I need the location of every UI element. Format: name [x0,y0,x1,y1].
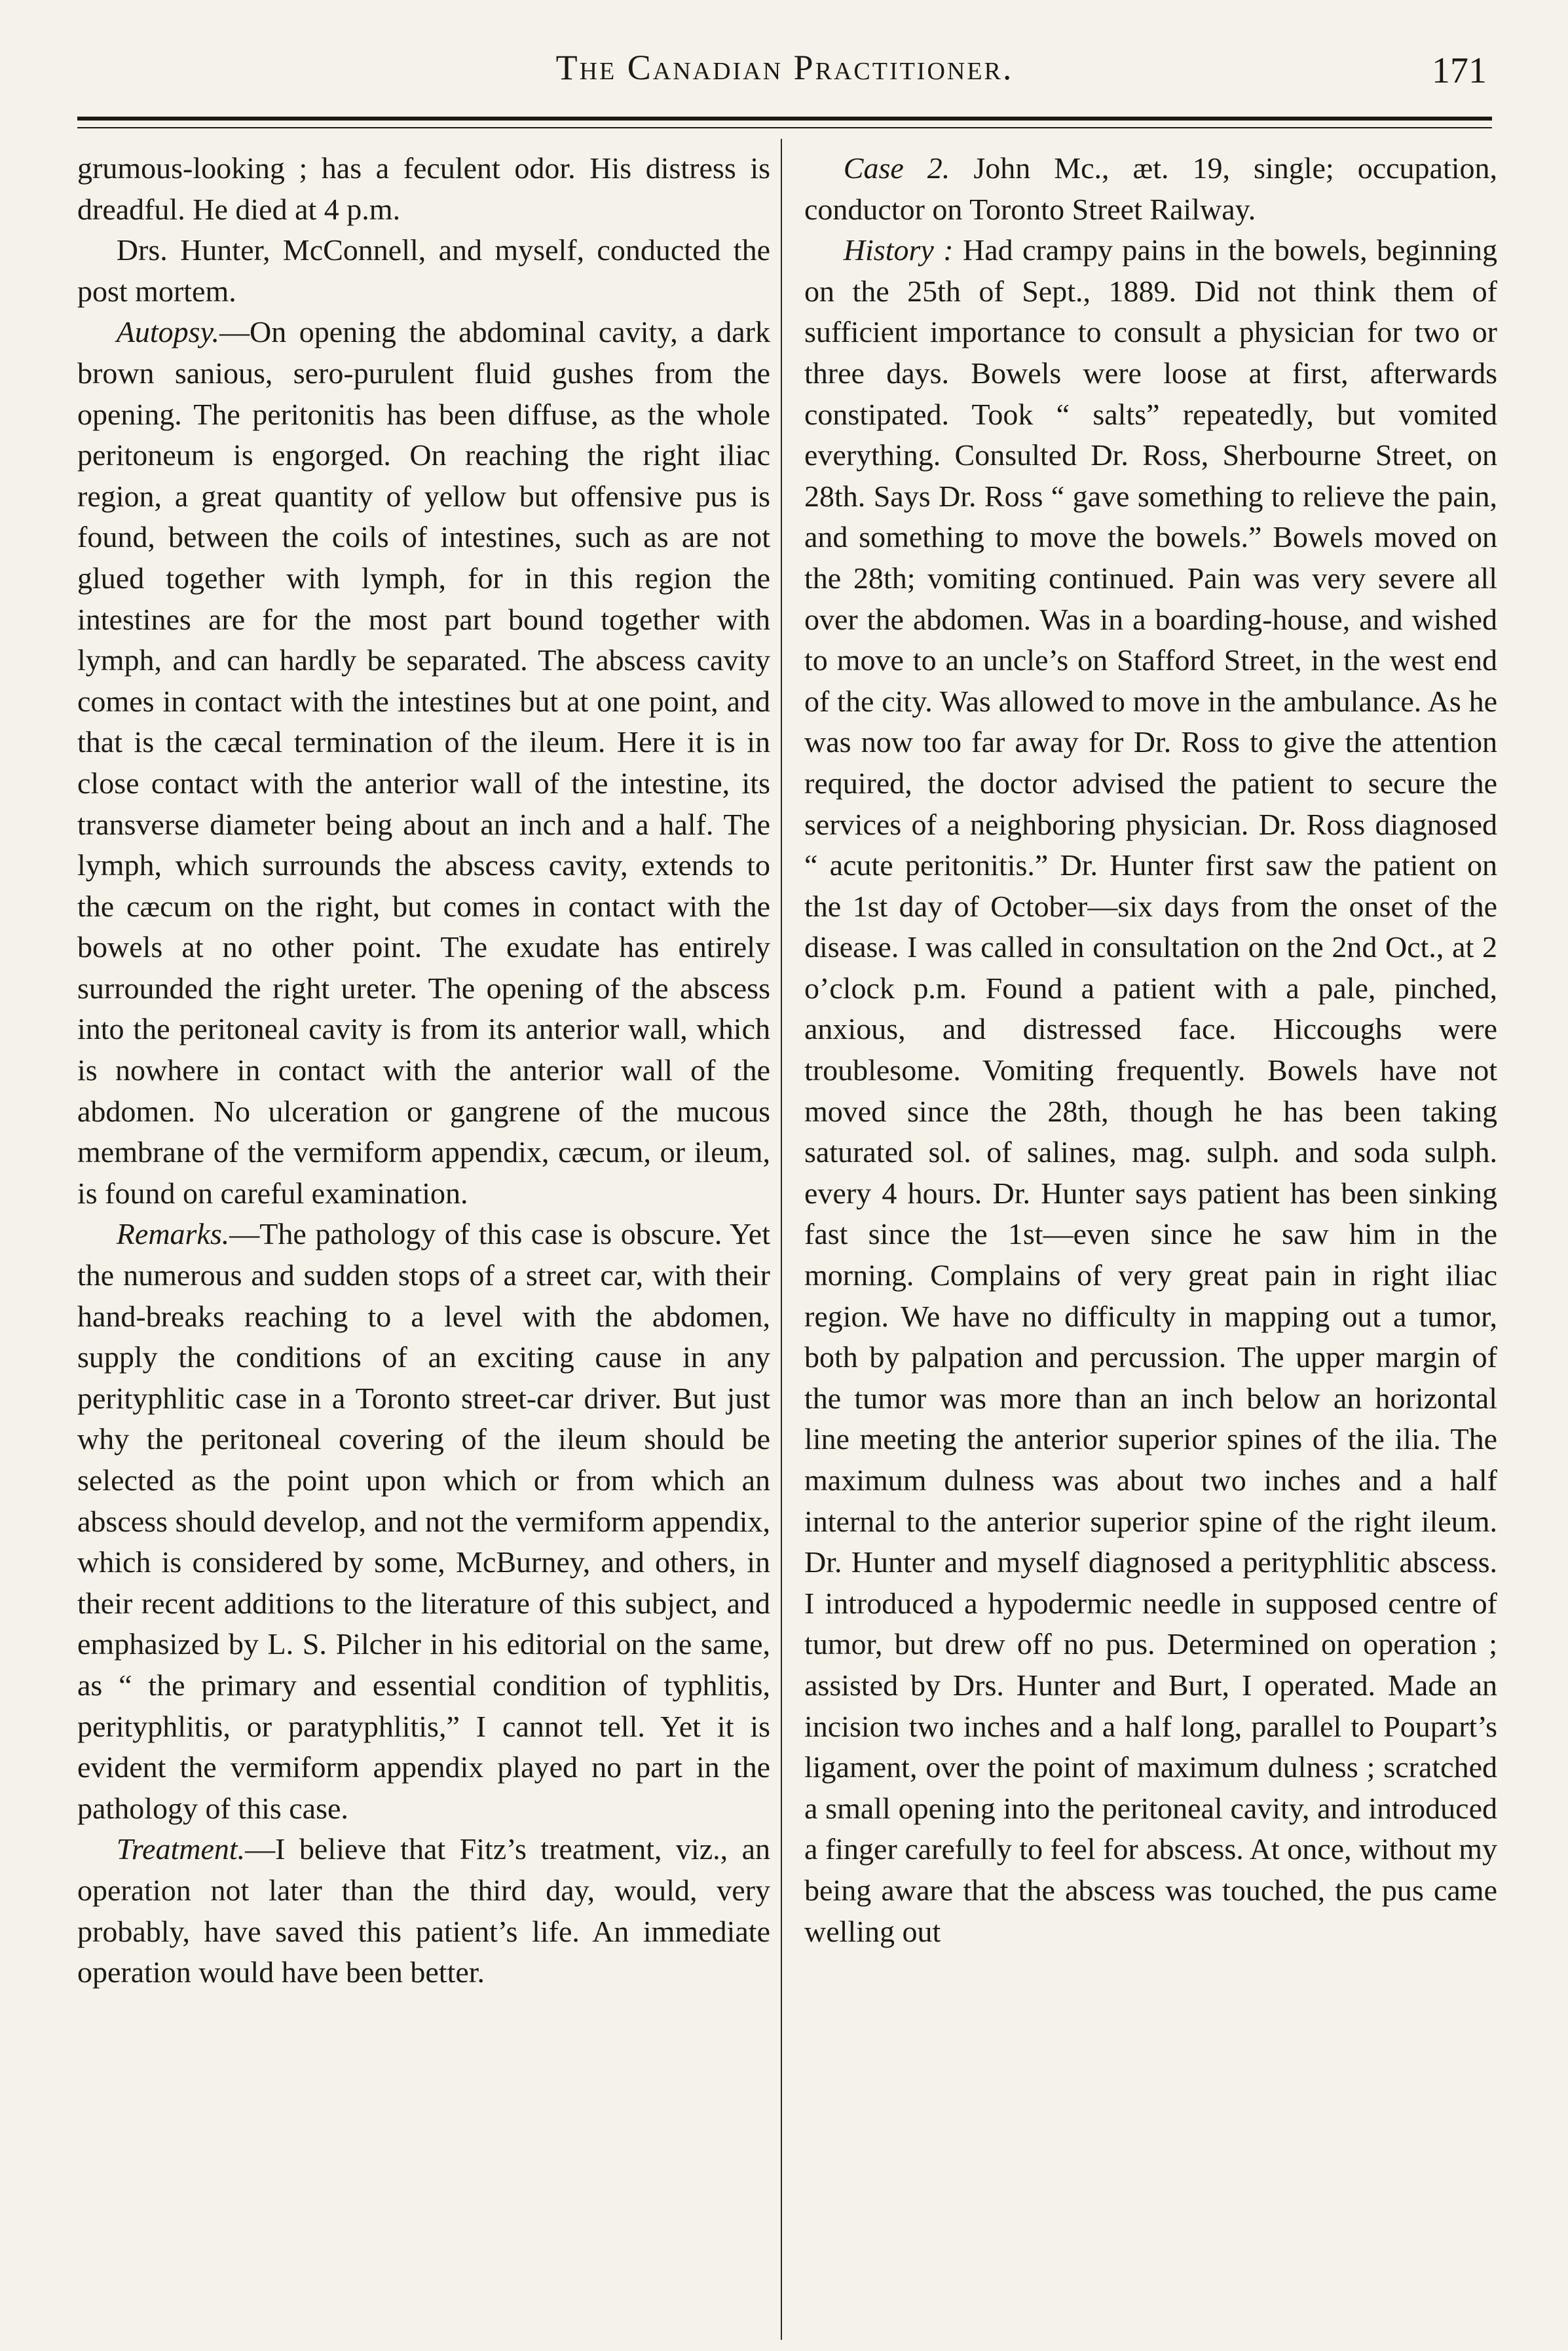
paragraph [804,230,1497,1952]
paragraph-text: —The pathology of this case is obscure. Yet the numerous and sudden stops of a street car, with their hand-breaks reaching to a level with the abdomen, supply the conditions of an exciting cause in any perityphlitic case in a Toronto street-car driver. But just why the peritoneal covering of the ileum should be selected as the point upon which or from which an abscess should develop, and not the vermiform appendix, which is considered by some, McBurney, and others, in their recent additions to the literature of this subject, and emphasized by L. S. Pilcher in his editorial on the same, as “ the primary and essential condition of typhlitis, perityphlitis, or paratyphlitis,” I cannot tell. Yet it is evident the vermiform appendix played no part in the pathology of this case. [77,1217,770,1825]
column-divider [781,139,782,2340]
paragraph [77,230,770,312]
paragraph-text: —On opening the abdominal cavity, a dark brown sanious, sero-purulent fluid gushes from the opening. The peritonitis has been diffuse, as the whole peritoneum is engorged. On reaching the right iliac region, a great quantity of yellow but offensive pus is found, between the coils of intestines, such as are not glued together with lymph, for in this region the intestines are for the most part bound together with lymph, and can hardly be separated. The abscess cavity comes in contact with the intestines but at one point, and that is the cæcal termination of the ileum. Here it is in close contact with the anterior wall of the intestine, its transverse diameter being about an inch and a half. The lymph, which surrounds the abscess cavity, extends to the cæcum on the right, but comes in contact with the bowels at no other point. The exudate has entirely surrounded the right ureter. The opening of the abscess into the peritoneal cavity is from its anterior wall, which is nowhere in contact with the anterior wall of the abdomen. No ulceration or gangrene of the mucous membrane of the vermiform appendix, cæcum, or ileum, is found on careful examination. [77,315,770,1210]
paragraph-lead: Remarks. [116,1217,230,1251]
paragraph-lead: Autopsy. [116,315,219,349]
page-header [77,47,1492,106]
left-column [77,148,770,2325]
paragraph [77,312,770,1214]
paragraph-text: —I believe that Fitz’s treatment, viz., an operation not later than the third day, would, very probably, have saved this patient’s life. An immediate operation would have been better. [77,1832,770,1989]
paragraph [77,1829,770,1993]
paragraph [77,148,770,230]
paragraph-text: Had crampy pains in the bowels, beginning on the 25th of Sept., 1889. Did not think them of sufficient importance to consult a physician for two or three days. Bowels were loose at first, afterwards constipated. Took “ salts” repeatedly, but vomited everything. Consulted Dr. Ross, Sherbourne Street, on 28th. Says Dr. Ross “ gave something to relieve the pain, and something to move the bowels.” Bowels moved on the 28th; vomiting continued. Pain was very severe all over the abdomen. Was in a boarding-house, and wished to move to an uncle’s on Stafford Street, in the west end of the city. Was allowed to move in the ambulance. As he was now too far away for Dr. Ross to give the attention required, the doctor advised the patient to secure the services of a neighboring physician. Dr. Ross diagnosed “ acute peritonitis.” Dr. Hunter first saw the patient on the 1st day of October—six days from the onset of the disease. I was called in consultation on the 2nd Oct., at 2 o’clock p.m. Found a patient with a pale, pinched, anxious, and distressed face. Hiccoughs were troublesome. Vomiting frequently. Bowels have not moved since the 28th, though he has been taking saturated sol. of salines, mag. sulph. and soda sulph. every 4 hours. Dr. Hunter says patient has been sinking fast since the 1st—even since he saw him in the morning. Complains of very great pain in right iliac region. We have no difficulty in mapping out a tumor, both by palpation and percussion. The upper margin of the tumor was more than an inch below an horizontal line meeting the anterior superior spines of the ilia. The maximum dulness was about two inches and a half internal to the anterior superior spine of the right ileum. Dr. Hunter and myself diagnosed a perityphlitic abscess. I introduced a hypodermic needle in supposed centre of tumor, but drew off no pus. Determined on operation ; assisted by Drs. Hunter and Burt, I operated. Made an incision two inches and a half long, parallel to Poupart’s ligament, over the point of maximum dulness ; scratched a small opening into the peritoneal cavity, and introduced a finger carefully to feel for abscess. At once, without my being aware that the abscess was touched, the pus came welling out [804,233,1497,1948]
right-column [804,148,1497,2325]
header-rule-thick [77,117,1492,121]
running-title: The Canadian Practitioner. [555,48,1014,87]
paragraph-text: John Mc., æt. 19, single; occupation, conductor on Toronto Street Railway. [804,151,1498,226]
paragraph-text: Drs. Hunter, McConnell, and myself, conducted the post mortem. [77,233,770,308]
paragraph-lead: Case 2. [843,151,950,185]
page-number: 171 [1432,50,1487,91]
paragraph [77,1214,770,1829]
paragraph-text: grumous-looking ; has a feculent odor. His distress is dreadful. He died at 4 p.m. [77,151,770,226]
paragraph [804,148,1497,230]
header-rule-thin [77,127,1492,128]
paragraph-lead: History : [843,233,954,267]
paragraph-lead: Treatment. [116,1832,246,1866]
